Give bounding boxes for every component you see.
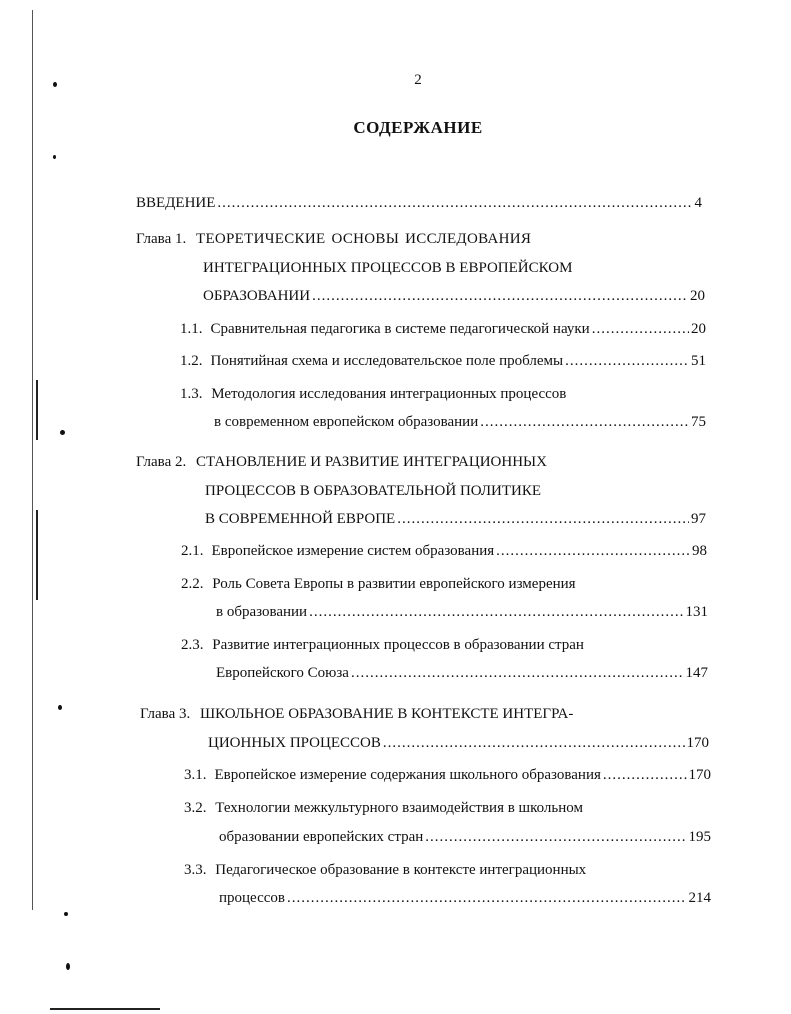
toc-entry-intro[interactable] — [136, 193, 702, 213]
page-ref: 4 — [694, 195, 702, 211]
chapter-2-heading-line[interactable] — [136, 452, 547, 472]
chapter-3-heading-line[interactable] — [140, 704, 573, 724]
toc-entry-2-2[interactable] — [181, 574, 576, 594]
chapter-1-heading-line[interactable] — [136, 229, 531, 249]
toc-entry-1-2[interactable] — [180, 351, 706, 371]
section-number: 3.1. — [184, 767, 207, 783]
scan-edge-line — [32, 10, 33, 910]
chapter-title-line: ТЕОРЕТИЧЕСКИЕ ОСНОВЫ ИССЛЕДОВАНИЯ — [195, 231, 532, 247]
section-number: 2.1. — [181, 543, 204, 559]
toc-entry-3-2[interactable] — [184, 798, 583, 818]
section-number: 1.3. — [180, 386, 203, 402]
section-title: Педагогическое образование в контексте интеграционных — [215, 862, 587, 878]
toc-title: СОДЕРЖАНИЕ — [353, 118, 483, 137]
leader-dots — [312, 286, 688, 306]
page-ref: 20 — [691, 321, 706, 337]
page-ref: 214 — [688, 890, 711, 906]
toc-entry-1-1[interactable] — [180, 319, 706, 339]
chapter-label: Глава 2. — [136, 454, 187, 470]
chapter-label: Глава 1. — [136, 231, 187, 247]
toc-entry-2-1[interactable] — [181, 541, 707, 561]
section-title: Методология исследования интеграционных процессов — [211, 386, 567, 402]
section-title: Сравнительная педагогика в системе педагогической науки — [210, 321, 590, 337]
leader-dots — [287, 888, 687, 908]
chapter-title-line: В СОВРЕМЕННОЙ ЕВРОПЕ — [205, 511, 396, 527]
scan-speck — [64, 912, 68, 916]
leader-dots — [496, 541, 690, 561]
section-number: 3.3. — [184, 862, 207, 878]
scan-speck — [58, 705, 62, 710]
leader-dots — [383, 733, 685, 753]
page-ref: 170 — [688, 767, 711, 783]
toc-entry-3-3[interactable] — [184, 860, 586, 880]
leader-dots — [592, 319, 689, 339]
chapter-title-line: ЦИОННЫХ ПРОЦЕССОВ — [208, 735, 381, 751]
section-number: 1.2. — [180, 353, 203, 369]
chapter-label: Глава 3. — [140, 706, 191, 722]
page-ref: 20 — [690, 288, 705, 304]
section-title: Технологии межкультурного взаимодействия в школьном — [215, 800, 583, 816]
chapter-title-line: ОБРАЗОВАНИИ — [203, 288, 311, 304]
leader-dots — [425, 827, 686, 847]
section-number: 2.2. — [181, 576, 204, 592]
toc-entry-3-1[interactable] — [184, 765, 711, 785]
toc-entry-2-3[interactable] — [181, 635, 584, 655]
toc-entry-2-3-cont[interactable] — [216, 663, 708, 683]
section-title-cont: образовании европейских стран — [219, 829, 424, 845]
scan-speck — [60, 430, 65, 435]
section-number: 2.3. — [181, 637, 204, 653]
leader-dots — [397, 509, 689, 529]
section-title: Роль Совета Европы в развитии европейского измерения — [212, 576, 576, 592]
toc-entry-1-3-cont[interactable] — [214, 412, 706, 432]
page-ref: 147 — [685, 665, 708, 681]
section-number: 3.2. — [184, 800, 207, 816]
page-number: 2 — [414, 72, 422, 88]
section-title-cont: в образовании — [216, 604, 308, 620]
chapter-title-line: ШКОЛЬНОЕ ОБРАЗОВАНИЕ В КОНТЕКСТЕ ИНТЕГРА- — [199, 706, 574, 722]
leader-dots — [480, 412, 689, 432]
scan-edge-line — [36, 510, 38, 600]
chapter-2-title-line: ПРОЦЕССОВ В ОБРАЗОВАТЕЛЬНОЙ ПОЛИТИКЕ — [205, 483, 542, 499]
toc-entry-1-3[interactable] — [180, 384, 566, 404]
leader-dots — [309, 602, 683, 622]
page-ref: 195 — [688, 829, 711, 845]
scan-speck — [66, 963, 70, 970]
scan-edge-line — [36, 380, 38, 440]
section-title-cont: Европейского Союза — [216, 665, 349, 681]
page-ref: 131 — [685, 604, 708, 620]
page-ref: 97 — [691, 511, 706, 527]
leader-dots — [351, 663, 684, 683]
section-title: Понятийная схема и исследовательское поле проблемы — [210, 353, 564, 369]
chapter-1-title-line: ИНТЕГРАЦИОННЫХ ПРОЦЕССОВ В ЕВРОПЕЙСКОМ — [203, 260, 573, 276]
chapter-3-title-last[interactable] — [208, 733, 709, 753]
toc-entry-3-3-cont[interactable] — [219, 888, 711, 908]
section-title: Развитие интеграционных процессов в образовании стран — [212, 637, 584, 653]
page-ref: 98 — [692, 543, 707, 559]
page-ref: 75 — [691, 414, 706, 430]
chapter-title-line: СТАНОВЛЕНИЕ И РАЗВИТИЕ ИНТЕГРАЦИОННЫХ — [195, 454, 547, 470]
leader-dots — [565, 351, 689, 371]
entry-label: ВВЕДЕНИЕ — [136, 195, 216, 211]
section-title-cont: процессов — [219, 890, 285, 906]
scan-bottom-line — [50, 1008, 160, 1010]
section-title-cont: в современном европейском образовании — [214, 414, 479, 430]
page-ref: 51 — [691, 353, 706, 369]
leader-dots — [603, 765, 687, 785]
toc-entry-3-2-cont[interactable] — [219, 827, 711, 847]
page-ref: 170 — [686, 735, 709, 751]
section-number: 1.1. — [180, 321, 203, 337]
leader-dots — [217, 193, 692, 213]
chapter-2-title-last[interactable] — [205, 509, 706, 529]
scan-speck — [53, 155, 56, 159]
chapter-1-title-last[interactable] — [203, 286, 705, 306]
section-title: Европейское измерение содержания школьного образования — [214, 767, 601, 783]
toc-entry-2-2-cont[interactable] — [216, 602, 708, 622]
section-title: Европейское измерение систем образования — [211, 543, 495, 559]
